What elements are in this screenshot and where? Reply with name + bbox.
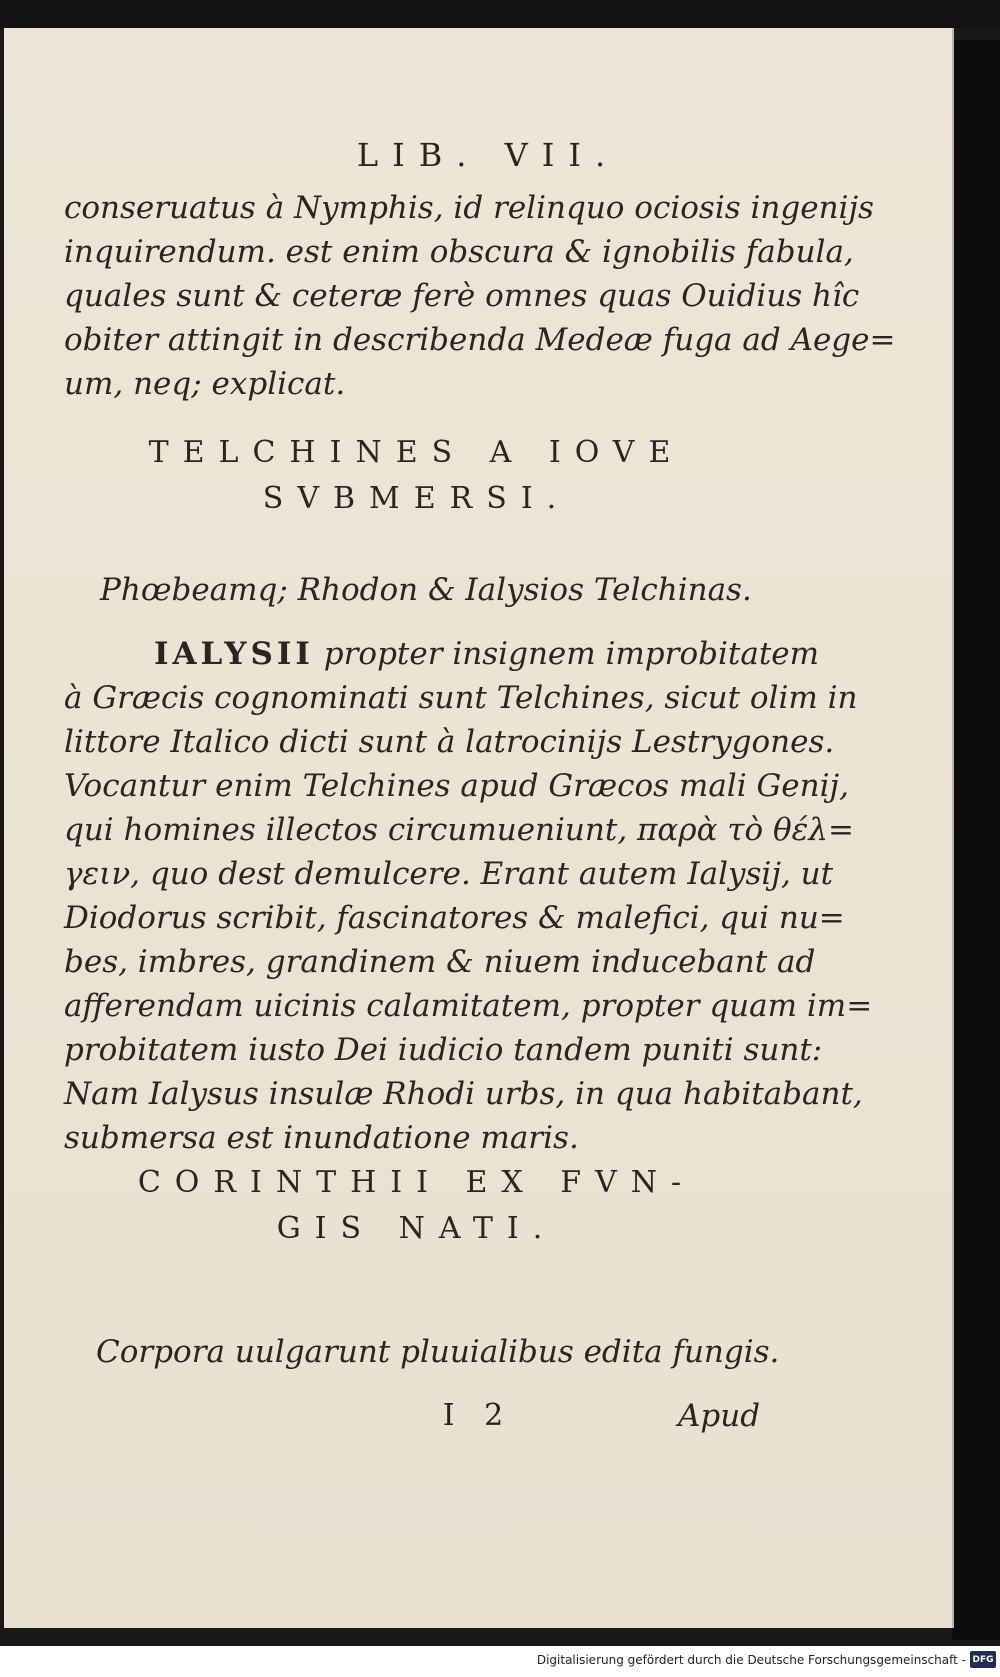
heading-line: SVBMERSI.	[262, 481, 571, 516]
text-line: Diodorus scribit, fascinatores & malefici, qui nu=	[64, 900, 845, 936]
text-line: inquirendum. est enim obscura & ignobilis fabula,	[64, 234, 854, 270]
text-line: afferendam uicinis calamitatem, propter quam im=	[64, 988, 873, 1024]
signature-mark: I 2	[442, 1398, 514, 1433]
heading-line: CORINTHII EX FVN-	[137, 1165, 696, 1200]
heading-line: TELCHINES A IOVE	[148, 435, 685, 470]
dfg-logo: DFG	[970, 1651, 996, 1668]
catchword: Apud	[678, 1398, 761, 1434]
text-line: probitatem iusto Dei iudicio tandem puniti sunt:	[64, 1032, 823, 1068]
text-line: à Græcis cognominati sunt Telchines, sicut olim in	[64, 680, 858, 716]
page-shadow	[952, 40, 1000, 1640]
section-heading-telchines	[64, 430, 769, 522]
text-line: conseruatus à Nymphis, id relinquo ociosis ingenijs	[64, 190, 874, 226]
text-line: Nam Ialysus insulæ Rhodi urbs, in qua habitabant,	[64, 1076, 863, 1112]
verse-quote-2: Corpora uulgarunt pluuialibus edita fungis.	[96, 1334, 780, 1370]
funding-footer: Digitalisierung gefördert durch die Deutsche Forschungsgemeinschaft -	[536, 1653, 966, 1667]
text-line: Vocantur enim Telchines apud Græcos mali Genij,	[64, 768, 849, 804]
verse-quote-1: Phœbeamq; Rhodon & Ialysios Telchinas.	[100, 572, 752, 608]
paragraph-2	[64, 632, 873, 1160]
text-line: um, neq; explicat.	[64, 366, 346, 402]
lead-word: IALYSII	[154, 636, 314, 672]
text-line: obiter attingit in describenda Medeæ fuga ad Aege=	[64, 322, 896, 358]
text-line: quales sunt & ceteræ ferè omnes quas Ouidius hîc	[64, 278, 860, 314]
text-line: bes, imbres, grandinem & niuem inducebant ad	[64, 944, 816, 980]
book-page	[4, 28, 954, 1628]
paragraph-1	[64, 186, 896, 406]
text-line: submersa est inundatione maris.	[64, 1120, 579, 1156]
text-line: littore Italico dicti sunt à latrocinijs Lestrygones.	[64, 724, 835, 760]
text-line: γειν, quo dest demulcere. Erant autem Ialysij, ut	[64, 856, 834, 892]
scan-top-edge	[0, 0, 1000, 28]
section-heading-corinthii	[64, 1160, 769, 1252]
text-line: qui homines illectos circumueniunt, παρὰ τὸ θέλ=	[64, 812, 854, 848]
text-line	[64, 632, 820, 676]
running-head: LIB. VII.	[356, 136, 620, 174]
heading-line: GIS NATI.	[276, 1211, 557, 1246]
text-fragment: propter insignem improbitatem	[313, 636, 820, 672]
